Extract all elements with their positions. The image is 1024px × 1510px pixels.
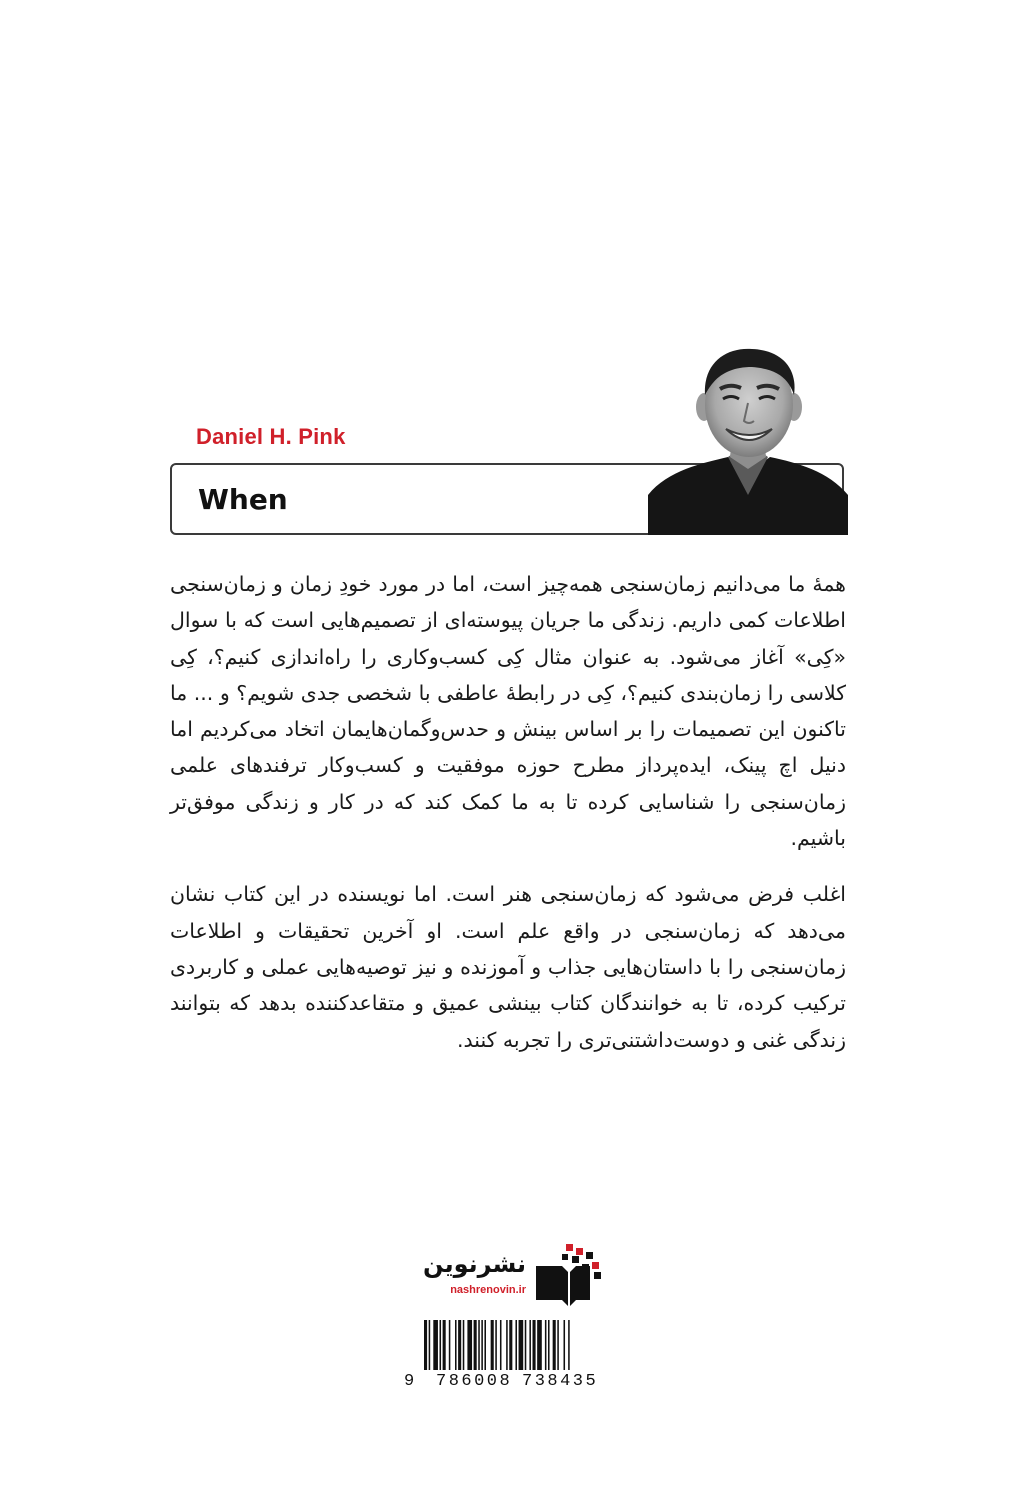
author-name: Daniel H. Pink — [196, 424, 346, 449]
blurb-paragraph-1: همهٔ ما می‌دانیم زمان‌سنجی همه‌چیز است، اما در مورد خودِ زمان و زمان‌سنجی اطلاعات کمی داریم. زندگی ما جریان پیوسته‌ای از تصمیم‌هایی است که با سوال «کِی» آغاز می‌شود. به عنوان مثال کِی کسب‌وکاری را راه‌اندازی کنیم؟، کِی کلاسی را زمان‌بندی کنیم؟، کِی در رابطهٔ عاطفی با شخصی جدی شویم؟ و ... ما تاکنون این تصمیمات را بر اساس بینش و حدس‌وگمان‌هایمان اتخاد می‌کردیم اما دنیل اچ پینک، ایده‌پرداز مطرح حوزه موفقیت و کسب‌وکار ترفندهای علمی زمان‌سنجی را شناسایی کرده تا به ما کمک کند که در کار و زندگی موفق‌تر باشیم. — [170, 572, 846, 851]
barcode-left-digits: 786008 — [436, 1372, 513, 1391]
publisher-name: نشرنوین — [422, 1250, 526, 1278]
author-portrait — [648, 345, 848, 535]
publisher-logo — [420, 1242, 620, 1312]
barcode-right-digits: 738435 — [522, 1372, 599, 1391]
barcode-first-digit: 9 — [404, 1372, 415, 1391]
publisher-url: nashrenovin.ir — [450, 1284, 526, 1296]
blurb — [170, 566, 846, 1058]
publisher-book-icon — [532, 1242, 612, 1310]
isbn-barcode — [402, 1320, 624, 1394]
blurb-paragraph-2: اغلب فرض می‌شود که زمان‌سنجی هنر است. اما نویسنده در این کتاب نشان می‌دهد که زمان‌سنجی در واقع علم است. او آخرین تحقیقات و اطلاعات زمان‌سنجی را با داستان‌هایی جذاب و آموزنده و نیز توصیه‌هایی عملی و کاربردی ترکیب کرده، تا به خوانندگان کتاب بینشی عمیق و متقاعدکننده بدهد که بتوانند زندگی غنی و دوست‌داشتنی‌تری را تجربه کنند. — [170, 882, 846, 1052]
book-title: When — [198, 483, 288, 516]
